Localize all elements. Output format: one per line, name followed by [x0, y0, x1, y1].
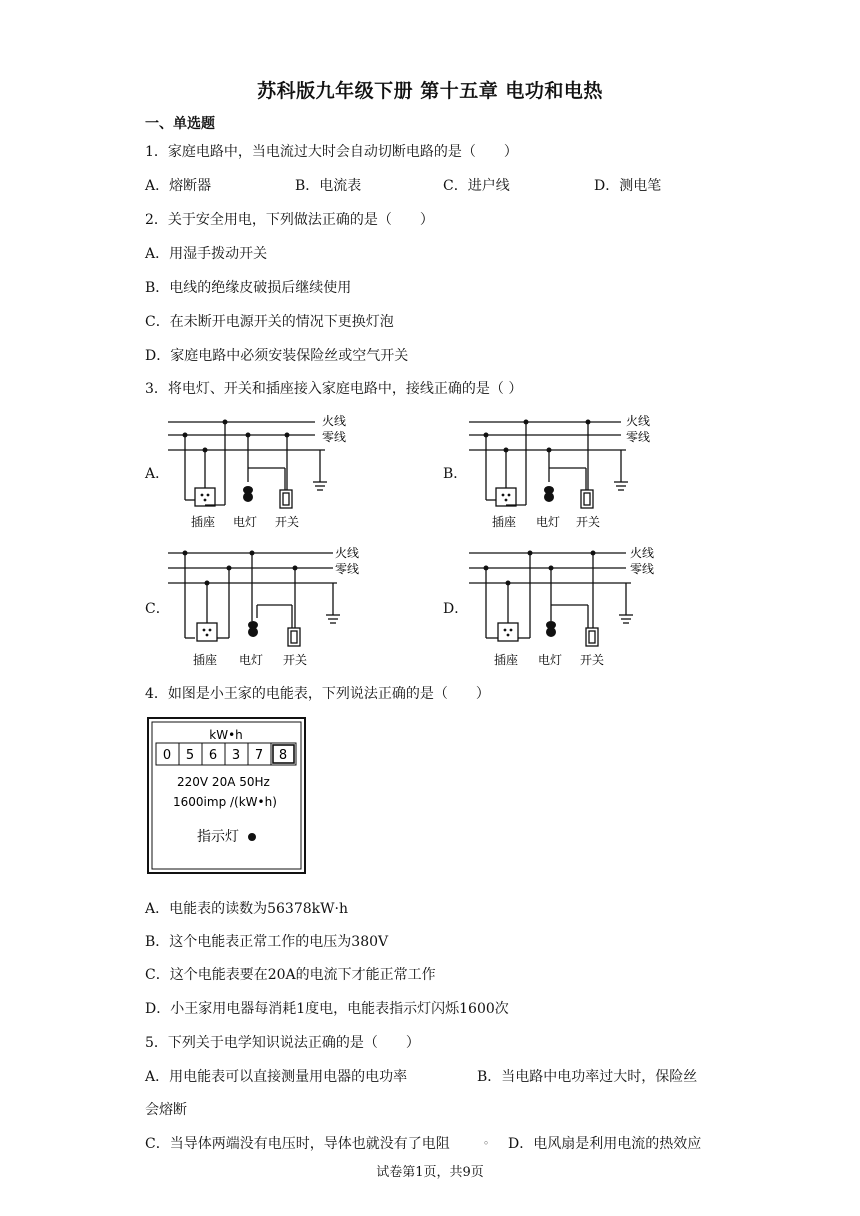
page-title: 苏科版九年级下册 第十五章 电功和电热: [257, 80, 603, 102]
meter-spec-rating: 220V 20A 50Hz: [177, 775, 270, 789]
circuit-diagram-c: [165, 543, 375, 671]
q1-option-c: C．进户线: [443, 178, 510, 194]
q4-option-c: C．这个电能表要在20A的电流下才能正常工作: [145, 967, 436, 983]
q2-option-d: D．家庭电路中必须安装保险丝或空气开关: [145, 348, 409, 364]
neutral-wire-label: 零线: [322, 430, 347, 444]
q5-option-d: D．电风扇是利用电流的热效应: [508, 1136, 702, 1152]
socket-label: 插座: [492, 515, 517, 529]
q1-option-a: A．熔断器: [145, 178, 212, 194]
neutral-wire-label: 零线: [626, 430, 651, 444]
q3-option-a-label: A．: [145, 466, 170, 482]
circuit-diagram-d: [466, 543, 676, 671]
meter-indicator-label: 指示灯: [197, 829, 239, 845]
question-1-stem: 1．家庭电路中，当电流过大时会自动切断电路的是（ ）: [145, 144, 518, 160]
q4-option-b: B．这个电能表正常工作的电压为380V: [145, 934, 389, 950]
indicator-light-icon: [248, 833, 256, 841]
q1-option-d: D．测电笔: [594, 178, 662, 194]
lamp-label: 电灯: [239, 653, 264, 667]
switch-label: 开关: [275, 515, 300, 529]
meter-digit-6: 8: [278, 748, 288, 763]
circuit-diagram-a: [165, 410, 365, 535]
meter-digit-4: 3: [231, 748, 241, 763]
meter-digit-5: 7: [254, 748, 264, 763]
q2-option-c: C．在未断开电源开关的情况下更换灯泡: [145, 314, 394, 330]
q5-option-b-continued: 会熔断: [145, 1102, 187, 1118]
neutral-wire-label: 零线: [630, 562, 655, 576]
socket-label: 插座: [193, 653, 218, 667]
socket-label: 插座: [191, 515, 216, 529]
q4-option-a: A．电能表的读数为56378kW·h: [145, 901, 348, 917]
q3-option-d-label: D．: [443, 601, 469, 617]
switch-label: 开关: [283, 653, 308, 667]
q2-option-a: A．用湿手拨动开关: [145, 246, 268, 262]
q5-option-a: A．用电能表可以直接测量用电器的电功率: [145, 1069, 408, 1085]
energy-meter-figure: [147, 717, 306, 874]
neutral-wire-label: 零线: [335, 562, 360, 576]
q2-option-b: B．电线的绝缘皮破损后继续使用: [145, 280, 352, 296]
circuit-diagram-b: [466, 410, 666, 535]
switch-label: 开关: [580, 653, 605, 667]
q5-stray-mark: 。: [484, 1133, 495, 1146]
switch-label: 开关: [576, 515, 601, 529]
meter-unit: kW•h: [209, 728, 243, 742]
q3-option-b-label: B．: [443, 466, 468, 482]
q5-option-b: B．当电路中电功率过大时，保险丝: [477, 1069, 698, 1085]
lamp-label: 电灯: [538, 653, 563, 667]
q3-option-c-label: C．: [145, 601, 170, 617]
question-5-stem: 5．下列关于电学知识说法正确的是（ ）: [145, 1035, 420, 1051]
meter-digit-2: 5: [185, 748, 195, 763]
question-4-stem: 4．如图是小王家的电能表，下列说法正确的是（ ）: [145, 686, 490, 702]
question-3-stem: 3．将电灯、开关和插座接入家庭电路中，接线正确的是（ ）: [145, 381, 523, 397]
question-2-stem: 2．关于安全用电，下列做法正确的是（ ）: [145, 212, 434, 228]
live-wire-label: 火线: [630, 546, 655, 560]
lamp-label: 电灯: [233, 515, 258, 529]
q1-option-b: B．电流表: [295, 178, 362, 194]
live-wire-label: 火线: [335, 546, 360, 560]
meter-spec-constant: 1600imp /(kW•h): [173, 795, 277, 809]
meter-digit-1: 0: [162, 748, 172, 763]
q4-option-d: D．小王家用电器每消耗1度电，电能表指示灯闪烁1600次: [145, 1001, 509, 1017]
q5-option-c: C．当导体两端没有电压时，导体也就没有了电阻: [145, 1136, 450, 1152]
live-wire-label: 火线: [626, 414, 651, 428]
socket-label: 插座: [494, 653, 519, 667]
section-heading: 一、单选题: [145, 116, 215, 132]
lamp-label: 电灯: [536, 515, 561, 529]
meter-digit-3: 6: [208, 748, 218, 763]
page-footer: 试卷第1页，共9页: [376, 1165, 484, 1180]
live-wire-label: 火线: [322, 414, 347, 428]
